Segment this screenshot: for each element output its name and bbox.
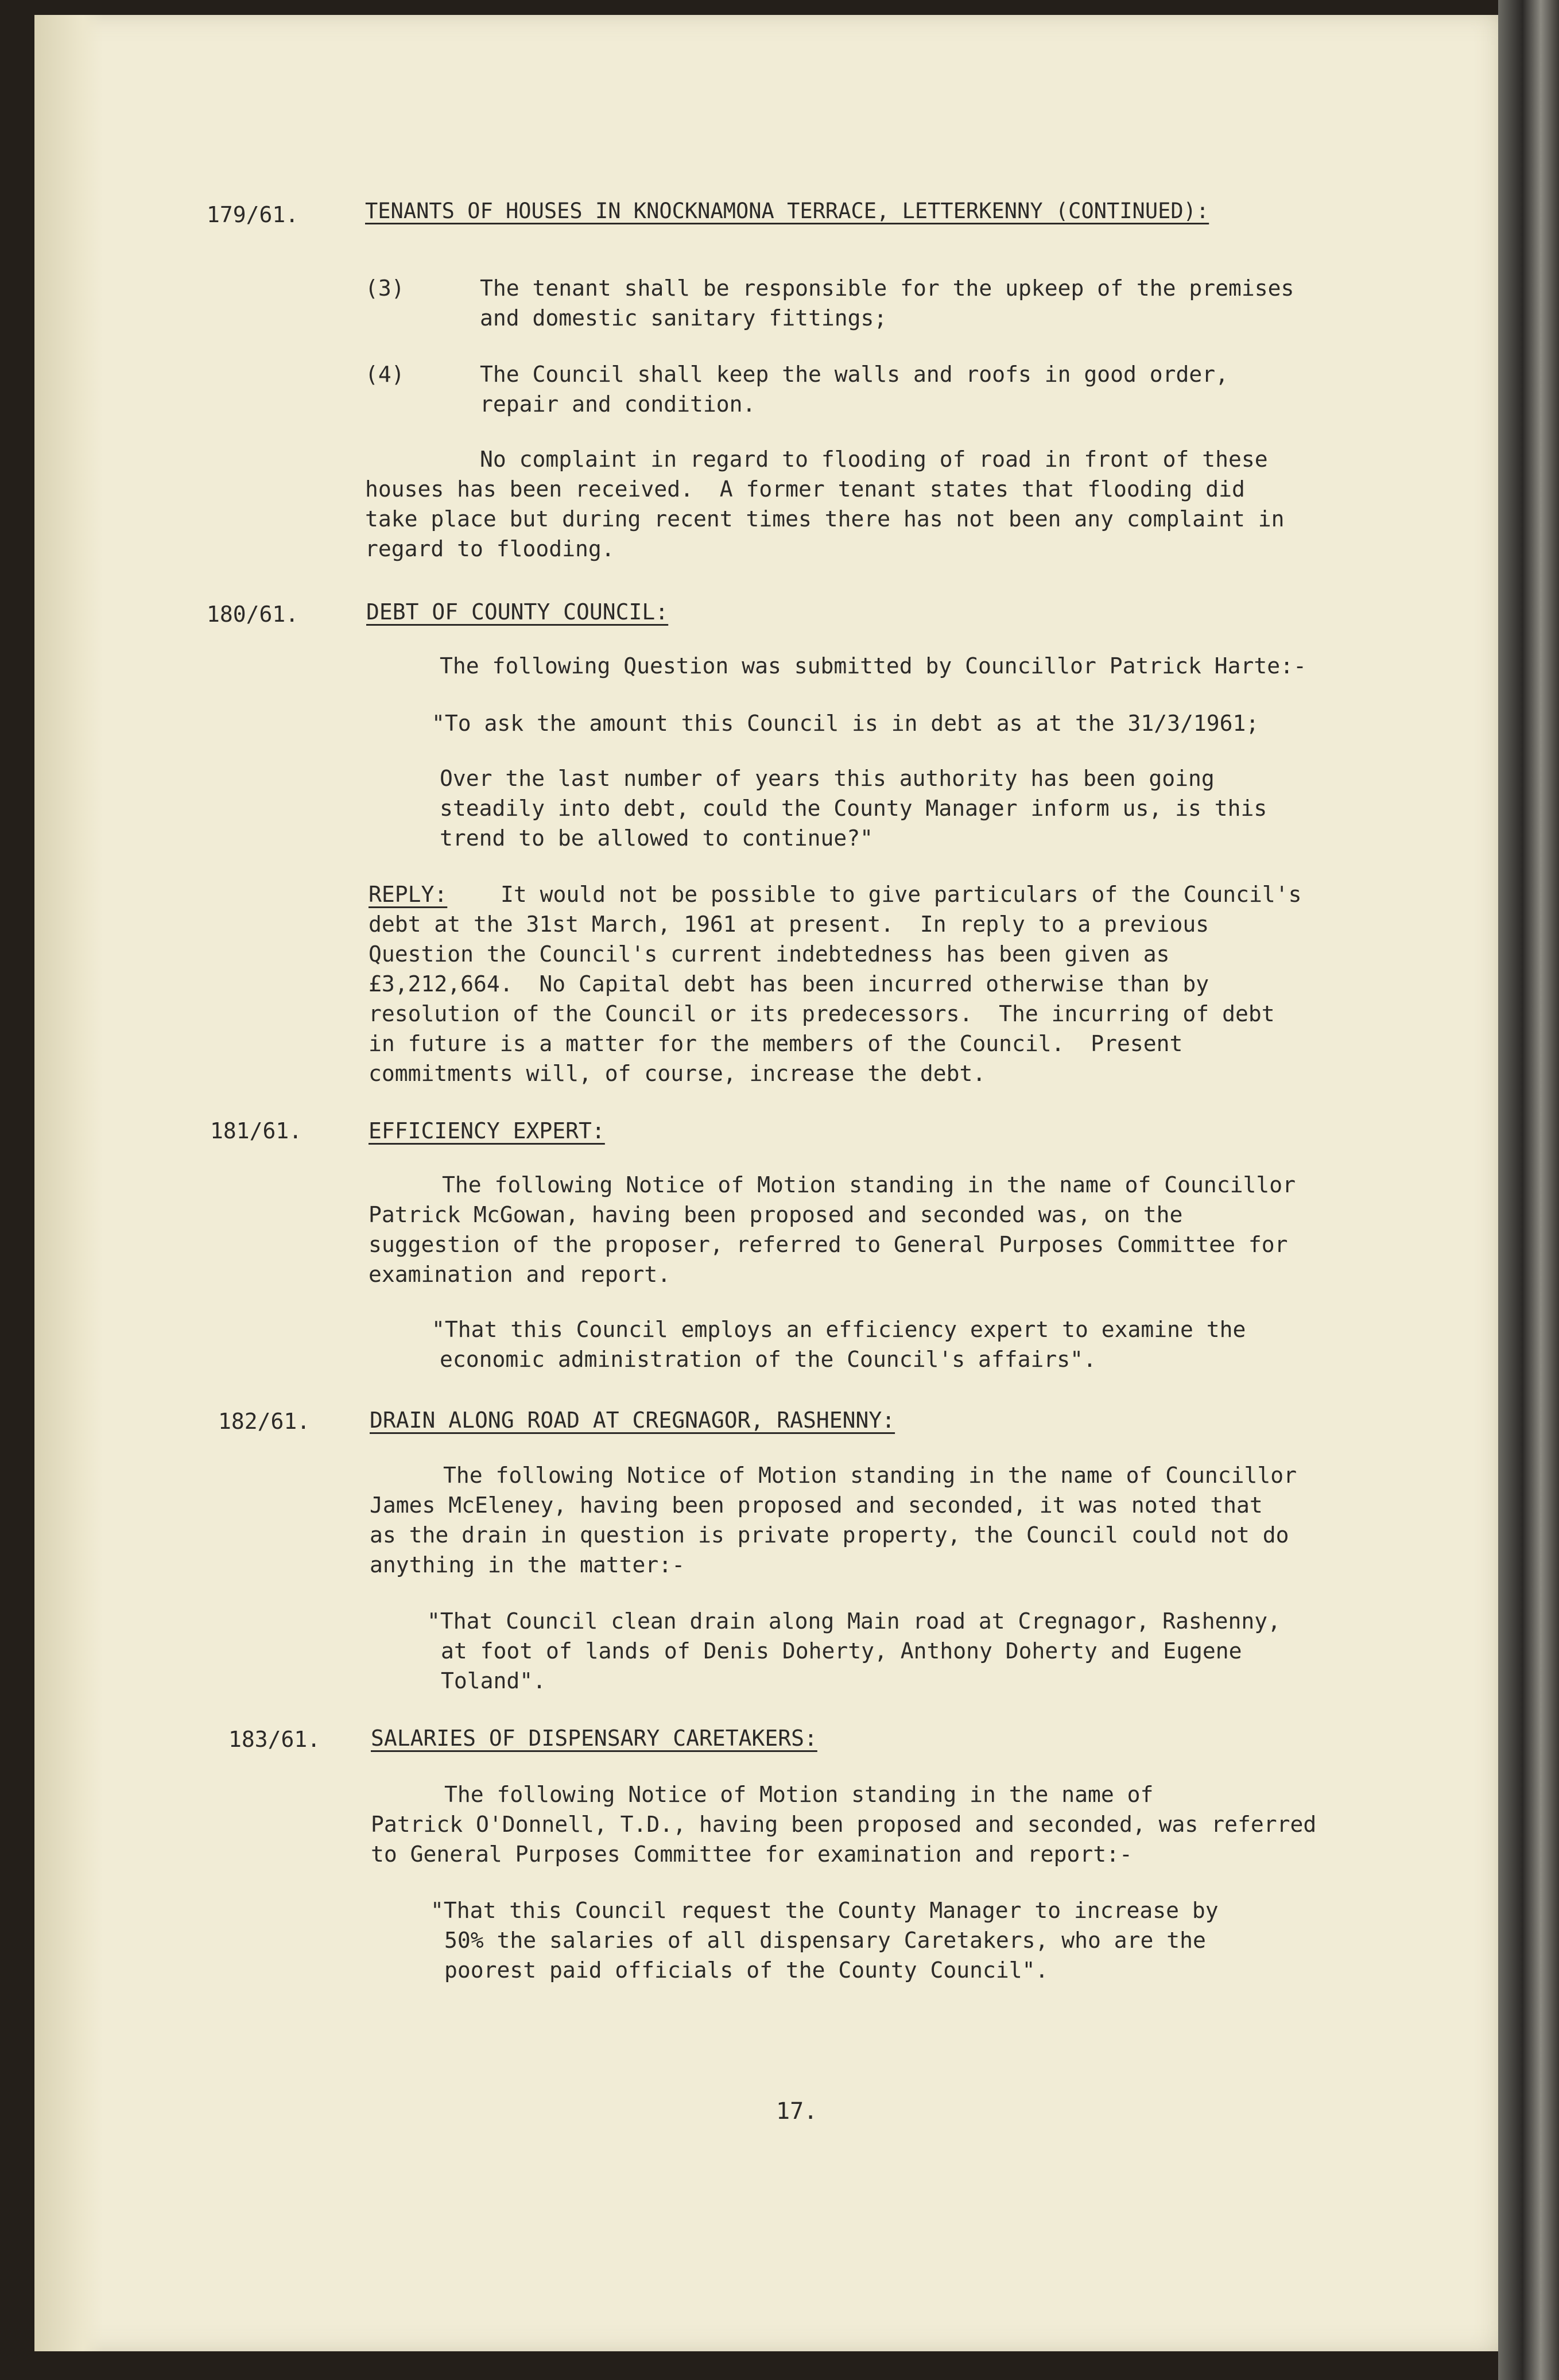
question-quote: "To ask the amount this Council is in debt as at the 31/3/1961; <box>432 711 1259 736</box>
reply-text: It would not be possible to give particulars of the Council's debt at the 31st March, 1961 at present. In reply to a previous Question the Council's current indebtedness has been given as £3,212,664. No Capital debt has been incurred otherwise than by resolution of the Council or its predecessors. The incurring of debt in future is a matter for the members of the Council. Present commitments will, of course, increase the debt. <box>369 882 1302 1086</box>
clause-text: The tenant shall be responsible for the upkeep of the premises and domestic sanitary fittings; <box>480 276 1294 331</box>
motion-quote: "That this Council employs an efficiency expert to examine the economic administration of the Council's affairs". <box>432 1317 1246 1372</box>
item-number: 180/61. <box>207 602 299 627</box>
item-heading: EFFICIENCY EXPERT: <box>369 1118 605 1144</box>
item-number: 182/61. <box>218 1409 311 1434</box>
item-heading: SALARIES OF DISPENSARY CARETAKERS: <box>371 1726 817 1751</box>
paragraph: The following Notice of Motion standing in the name of Councillor Patrick McGowan, having been proposed and seconded was, on the suggestion of the proposer, referred to General Purposes Committee for examination and report. <box>369 1172 1296 1287</box>
question-quote: Over the last number of years this authority has been going steadily into debt, could the County Manager inform us, is this trend to be allowed to continue?" <box>440 766 1267 851</box>
clause-label: (3) <box>365 276 405 301</box>
reply-label: REPLY: <box>369 882 448 907</box>
item-heading: DRAIN ALONG ROAD AT CREGNAGOR, RASHENNY: <box>370 1408 895 1433</box>
item-heading: DEBT OF COUNTY COUNCIL: <box>366 599 669 625</box>
paragraph: The following Notice of Motion standing in the name of Patrick O'Donnell, T.D., having been proposed and seconded, was referred to General Purposes Committee for examination and report:- <box>371 1782 1317 1867</box>
paragraph: No complaint in regard to flooding of road in front of these houses has been received. A former tenant states that flooding did take place but during recent times there has not been any complaint in regard to flooding. <box>365 447 1285 561</box>
page-number: 17. <box>776 2098 818 2125</box>
motion-quote: "That this Council request the County Manager to increase by 50% the salaries of all dispensary Caretakers, who are the poorest paid officials of the County Council". <box>431 1898 1219 1983</box>
paragraph: The following Notice of Motion standing in the name of Councillor James McEleney, having been proposed and seconded, it was noted that as the drain in question is private property, the Council could not do anything in the matter:- <box>370 1463 1297 1577</box>
item-heading: TENANTS OF HOUSES IN KNOCKNAMONA TERRACE, LETTERKENNY (CONTINUED): <box>365 199 1209 223</box>
motion-quote: "That Council clean drain along Main road at Cregnagor, Rashenny, at foot of lands of Denis Doherty, Anthony Doherty and Eugene Toland". <box>427 1608 1281 1693</box>
clause-label: (4) <box>365 362 405 387</box>
clause-text: The Council shall keep the walls and roofs in good order, repair and condition. <box>480 362 1229 417</box>
question-intro: The following Question was submitted by Councillor Patrick Harte:- <box>440 653 1306 679</box>
item-number: 183/61. <box>228 1727 321 1752</box>
item-number: 181/61. <box>210 1118 303 1144</box>
item-number: 179/61. <box>207 202 299 227</box>
